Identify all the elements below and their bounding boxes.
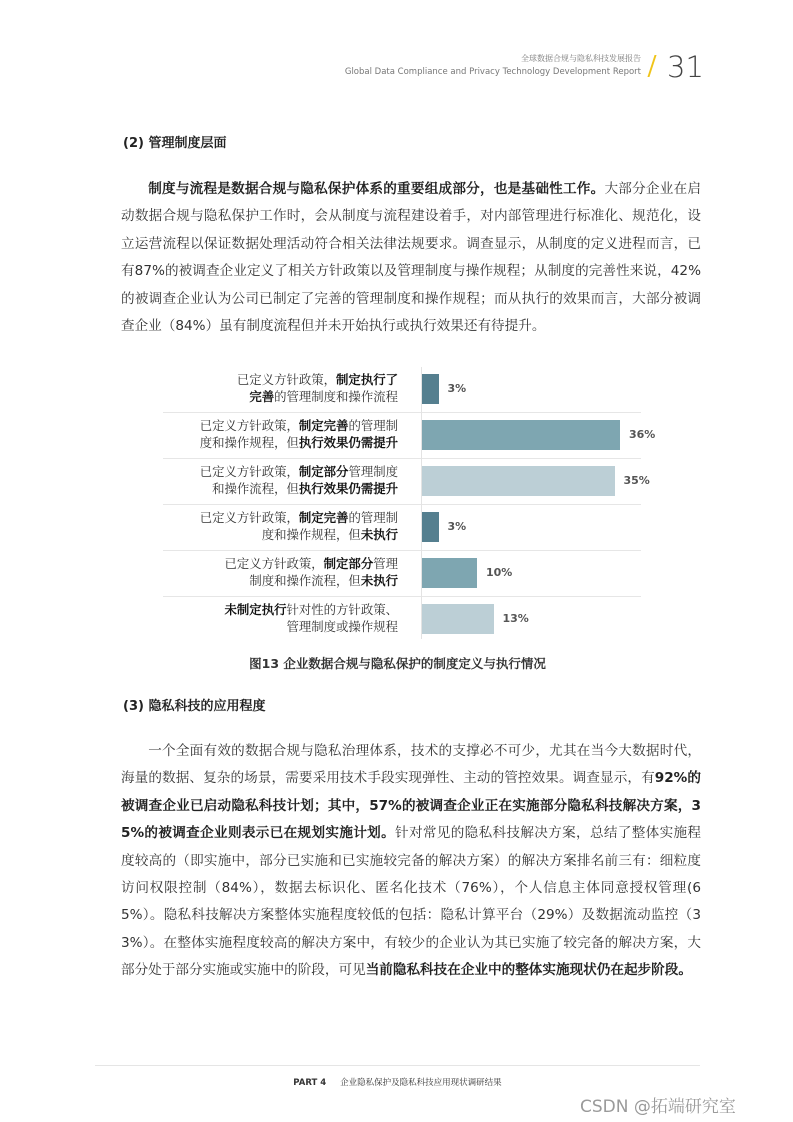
category-label-segment: 已定义方针政策， <box>199 464 299 479</box>
category-label <box>140 601 398 635</box>
category-label-segment: 制度和操作流程，但 <box>249 573 361 588</box>
category-label-segment: 未执行 <box>360 527 398 542</box>
category-label-line <box>140 526 398 543</box>
section-heading-management: (2) 管理制度层面 <box>123 136 227 151</box>
row-separator <box>163 412 641 413</box>
bar-value-label: 13% <box>502 612 529 625</box>
page-number: 31 <box>667 50 704 84</box>
paragraph-segment: 当前隐私科技在企业中的整体实施现状仍在起步阶段。 <box>365 962 692 979</box>
bar-value-label: 36% <box>629 428 656 441</box>
paragraph-segment: 针对常见的隐私科技解决方案，总结了整体实施程度较高的（即实施中，部分已实施和已实施较完备的解决方案）的解决方案排名前三有：细粒度访问权限控制（84%），数据去标识化、匿名化技术（76%），个人信息主体同意授权管理(65%）。隐私科技解决方案整体实施程度较低的包括：隐私计算平台（29%）及数据流动监控（33%）。在整体实施程度较高的解决方案中，有较少的企业认为其已实施了较完备的解决方案，大部分处于部分实施或实施中的阶段，可见 <box>121 825 702 979</box>
footer-part: PART 4 <box>293 1078 327 1088</box>
bar-value-label: 35% <box>623 474 650 487</box>
category-label-segment: 和操作流程，但 <box>212 481 299 496</box>
bar <box>422 374 439 404</box>
category-label-line <box>140 417 398 434</box>
category-label-segment: 制定完善 <box>298 418 349 433</box>
category-label-segment: 管理制度或操作规程 <box>286 619 398 634</box>
category-label-segment: 已定义方针政策， <box>199 418 299 433</box>
category-label-segment: 已定义方针政策， <box>199 510 299 525</box>
header-title-en: Global Data Compliance and Privacy Technology Development Report <box>344 67 641 77</box>
category-label-segment: 度和操作规程，但 <box>261 527 361 542</box>
category-label <box>140 371 398 405</box>
category-label <box>140 417 398 451</box>
category-label-segment: 的管理制度和操作流程 <box>274 389 398 404</box>
footer-divider <box>95 1065 700 1066</box>
category-label-segment: 已定义方针政策， <box>236 372 337 387</box>
bar <box>422 604 494 634</box>
category-label-segment: 已定义方针政策， <box>224 556 324 571</box>
header-title-cn: 全球数据合规与隐私科技发展报告 <box>521 54 641 63</box>
footer <box>95 1076 700 1088</box>
paragraph-management <box>121 176 701 340</box>
bar <box>422 558 477 588</box>
category-label-segment: 管理 <box>373 556 398 571</box>
row-separator <box>163 458 641 459</box>
category-label-line <box>140 388 398 405</box>
category-label-line <box>140 371 398 388</box>
bar-value-label: 3% <box>447 382 467 395</box>
category-label <box>140 463 398 497</box>
category-label-segment: 制定执行了 <box>336 372 398 387</box>
category-label <box>140 509 398 543</box>
row-separator <box>163 596 641 597</box>
section-heading-privacy-tech: (3) 隐私科技的应用程度 <box>123 699 266 714</box>
header-slash-accent <box>647 55 656 77</box>
category-label-segment: 执行效果仍需提升 <box>298 481 398 496</box>
chart-axis <box>421 367 422 639</box>
paragraph-segment: 大部分企业在启动数据合规与隐私保护工作时，会从制度与流程建设着手，对内部管理进行标准化、规范化，设立运营流程以保证数据处理活动符合相关法律法规要求。调查显示，从制度的定义进程而言，已有87%的被调查企业定义了相关方针政策以及管理制度与操作规程；从制度的完善性来说，42%的被调查企业认为公司已制定了完善的管理制度和操作规程；而从执行的效果而言，大部分被调查企业（84%）虽有制度流程但并未开始执行或执行效果还有待提升。 <box>121 181 702 335</box>
category-label-line <box>140 434 398 451</box>
category-label-segment: 管理制度 <box>348 464 398 479</box>
bar-value-label: 10% <box>486 566 513 579</box>
watermark: CSDN @拓端研究室 <box>580 1097 736 1117</box>
category-label-segment: 制定部分 <box>298 464 349 479</box>
category-label-segment: 度和操作规程，但 <box>199 435 299 450</box>
bar-value-label: 3% <box>447 520 467 533</box>
chart-caption: 图13 企业数据合规与隐私保护的制度定义与执行情况 <box>249 656 546 671</box>
category-label-line <box>140 601 398 618</box>
category-label-segment: 未执行 <box>360 573 398 588</box>
category-label-segment: 的管理制 <box>348 418 398 433</box>
paragraph-segment: 一个全面有效的数据合规与隐私治理体系，技术的支撑必不可少，尤其在当今大数据时代，海量的数据、复杂的场景，需要采用技术手段实现弹性、主动的管控效果。调查显示，有 <box>121 743 701 787</box>
bar <box>422 420 620 450</box>
paragraph-segment: 制度与流程是数据合规与隐私保护体系的重要组成部分，也是基础性工作。 <box>148 181 605 197</box>
category-label-line <box>140 618 398 635</box>
category-label-line <box>140 480 398 497</box>
category-label-segment: 制定部分 <box>323 556 374 571</box>
category-label-line <box>140 509 398 526</box>
category-label-line <box>140 555 398 572</box>
category-label-segment: 未制定执行 <box>224 602 287 617</box>
paragraph-privacy-tech <box>121 738 701 985</box>
category-label-segment: 制定完善 <box>298 510 349 525</box>
row-separator <box>163 550 641 551</box>
category-label-segment: 完善 <box>249 389 275 404</box>
footer-title: 企业隐私保护及隐私科技应用现状调研结果 <box>340 1078 502 1088</box>
category-label-segment: 的管理制 <box>348 510 398 525</box>
category-label-segment: 针对性的方针政策、 <box>286 602 398 617</box>
row-separator <box>163 504 641 505</box>
bar <box>422 466 615 496</box>
category-label-line <box>140 572 398 589</box>
category-label-line <box>140 463 398 480</box>
category-label-segment: 执行效果仍需提升 <box>298 435 398 450</box>
paragraph-segment: 92%的被调查企业已启动隐私科技计划；其中，57%的被调查企业正在实施部分隐私科技解决方案，35%的被调查企业则表示已在规划实施计划。 <box>121 770 701 842</box>
category-label <box>140 555 398 589</box>
bar <box>422 512 439 542</box>
